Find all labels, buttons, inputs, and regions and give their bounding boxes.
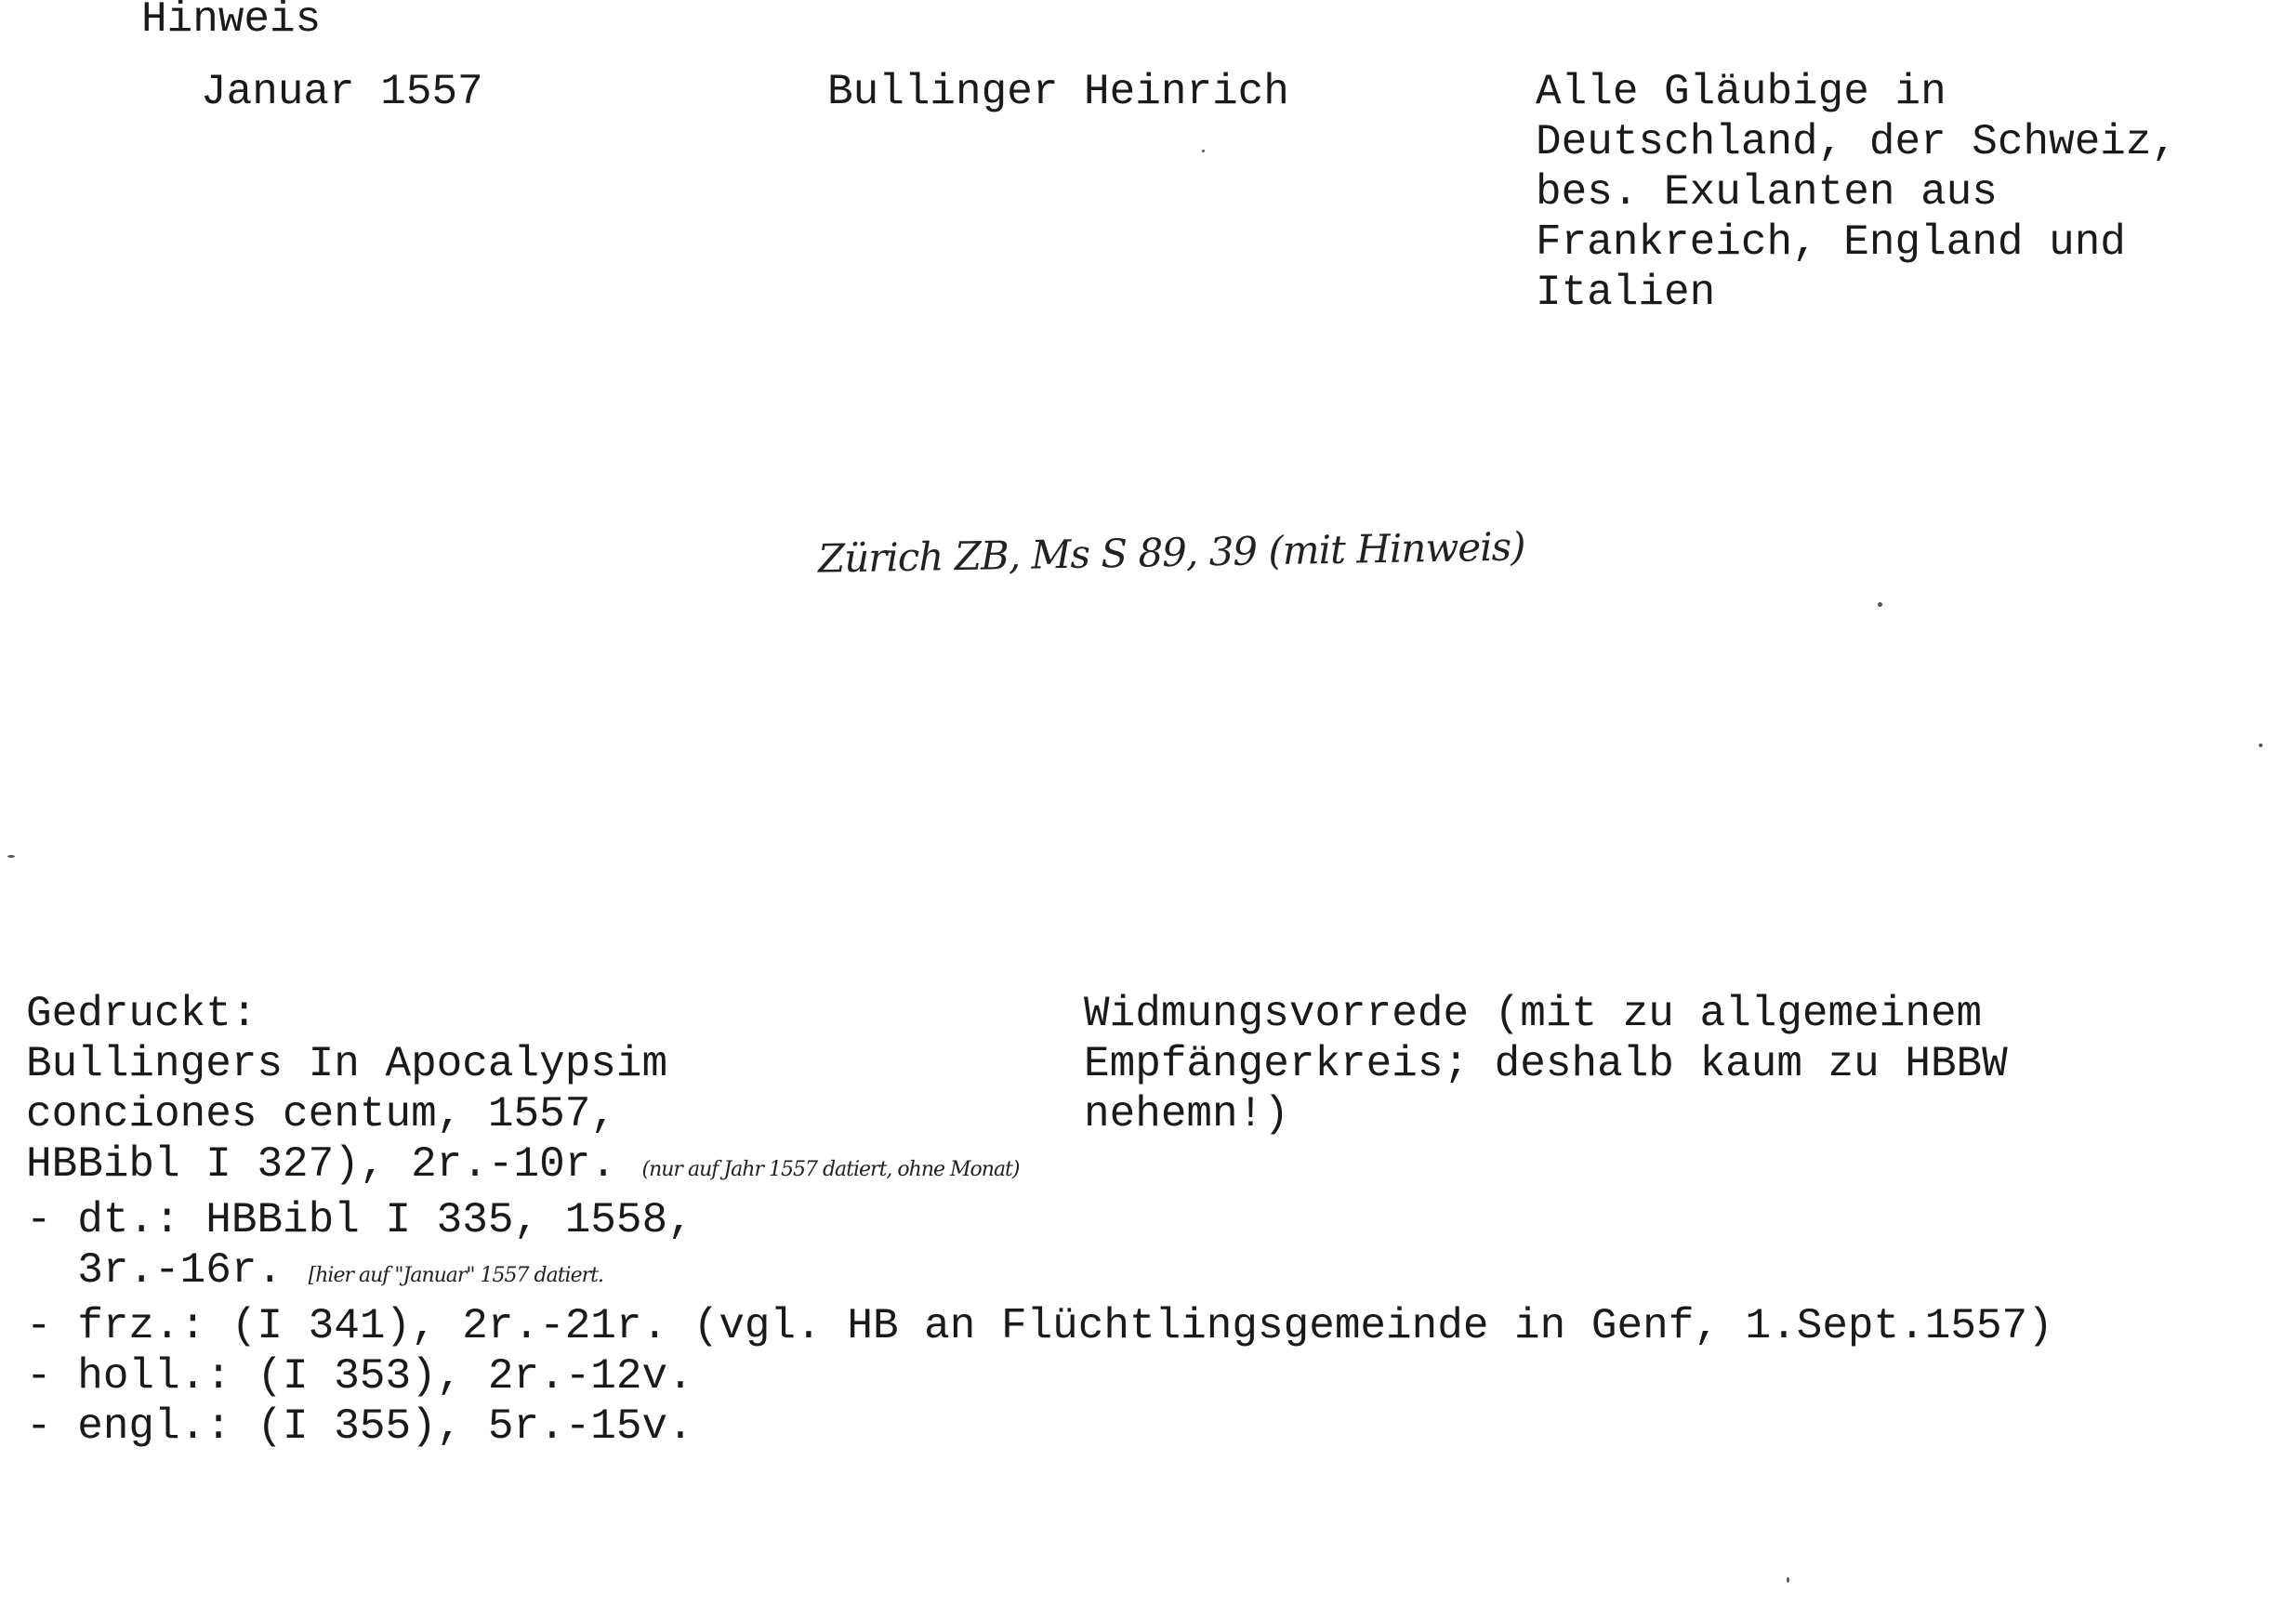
- scan-speck: [1787, 1577, 1789, 1583]
- printed-line: 3r.-16r.: [26, 1246, 284, 1295]
- remark-block: [1084, 989, 2008, 1139]
- printed-line: - frz.: (I 341), 2r.-21r. (vgl. HB an Flüchtlingsgemeinde in Genf, 1.Sept.1557): [26, 1302, 2053, 1350]
- document-label: Hinweis: [141, 0, 322, 44]
- printed-line-with-note: [26, 1245, 2053, 1301]
- printed-line: - dt.: HBBibl I 335, 1558,: [26, 1196, 693, 1244]
- recipient-line: Deutschland, der Schweiz,: [1536, 118, 2178, 166]
- scan-speck: [1202, 150, 1205, 152]
- printed-line: Bullingers In Apocalypsim: [26, 1040, 668, 1088]
- scan-speck: [2259, 743, 2263, 747]
- recipient-line: Alle Gläubige in: [1536, 68, 1946, 116]
- scan-speck: [1878, 602, 1882, 607]
- printed-line: - holl.: (I 353), 2r.-12v.: [26, 1352, 693, 1401]
- archive-note-handwritten: Zürich ZB, Ms S 89, 39 (mit Hinweis): [817, 523, 1525, 582]
- printed-line: conciones centum, 1557,: [26, 1090, 616, 1138]
- recipient-line: bes. Exulanten aus: [1536, 168, 1998, 217]
- printed-line: - engl.: (I 355), 5r.-15v.: [26, 1402, 693, 1451]
- recipient-line: Italien: [1536, 269, 1716, 317]
- printed-line-with-note: [26, 1139, 2053, 1195]
- letter-date: Januar 1557: [201, 68, 483, 116]
- printed-line: HBBibl I 327), 2r.-10r.: [26, 1140, 616, 1189]
- recipient-line: Frankreich, England und: [1536, 218, 2126, 267]
- scan-speck: [7, 855, 15, 858]
- remark-line: Widmungsvorrede (mit zu allgemeinem: [1084, 990, 1983, 1038]
- remark-line: Empfängerkreis; deshalb kaum zu HBBW: [1084, 1040, 2008, 1088]
- letter-author: Bullinger Heinrich: [827, 68, 1289, 116]
- printed-heading: Gedruckt:: [26, 990, 257, 1038]
- recipient-block: [1536, 67, 2177, 318]
- handwritten-note: (nur auf Jahr 1557 datiert, ohne Monat): [641, 1158, 1020, 1181]
- handwritten-note: [hier auf "Januar" 1557 datiert.: [308, 1264, 603, 1287]
- remark-line: nehemn!): [1084, 1090, 1289, 1138]
